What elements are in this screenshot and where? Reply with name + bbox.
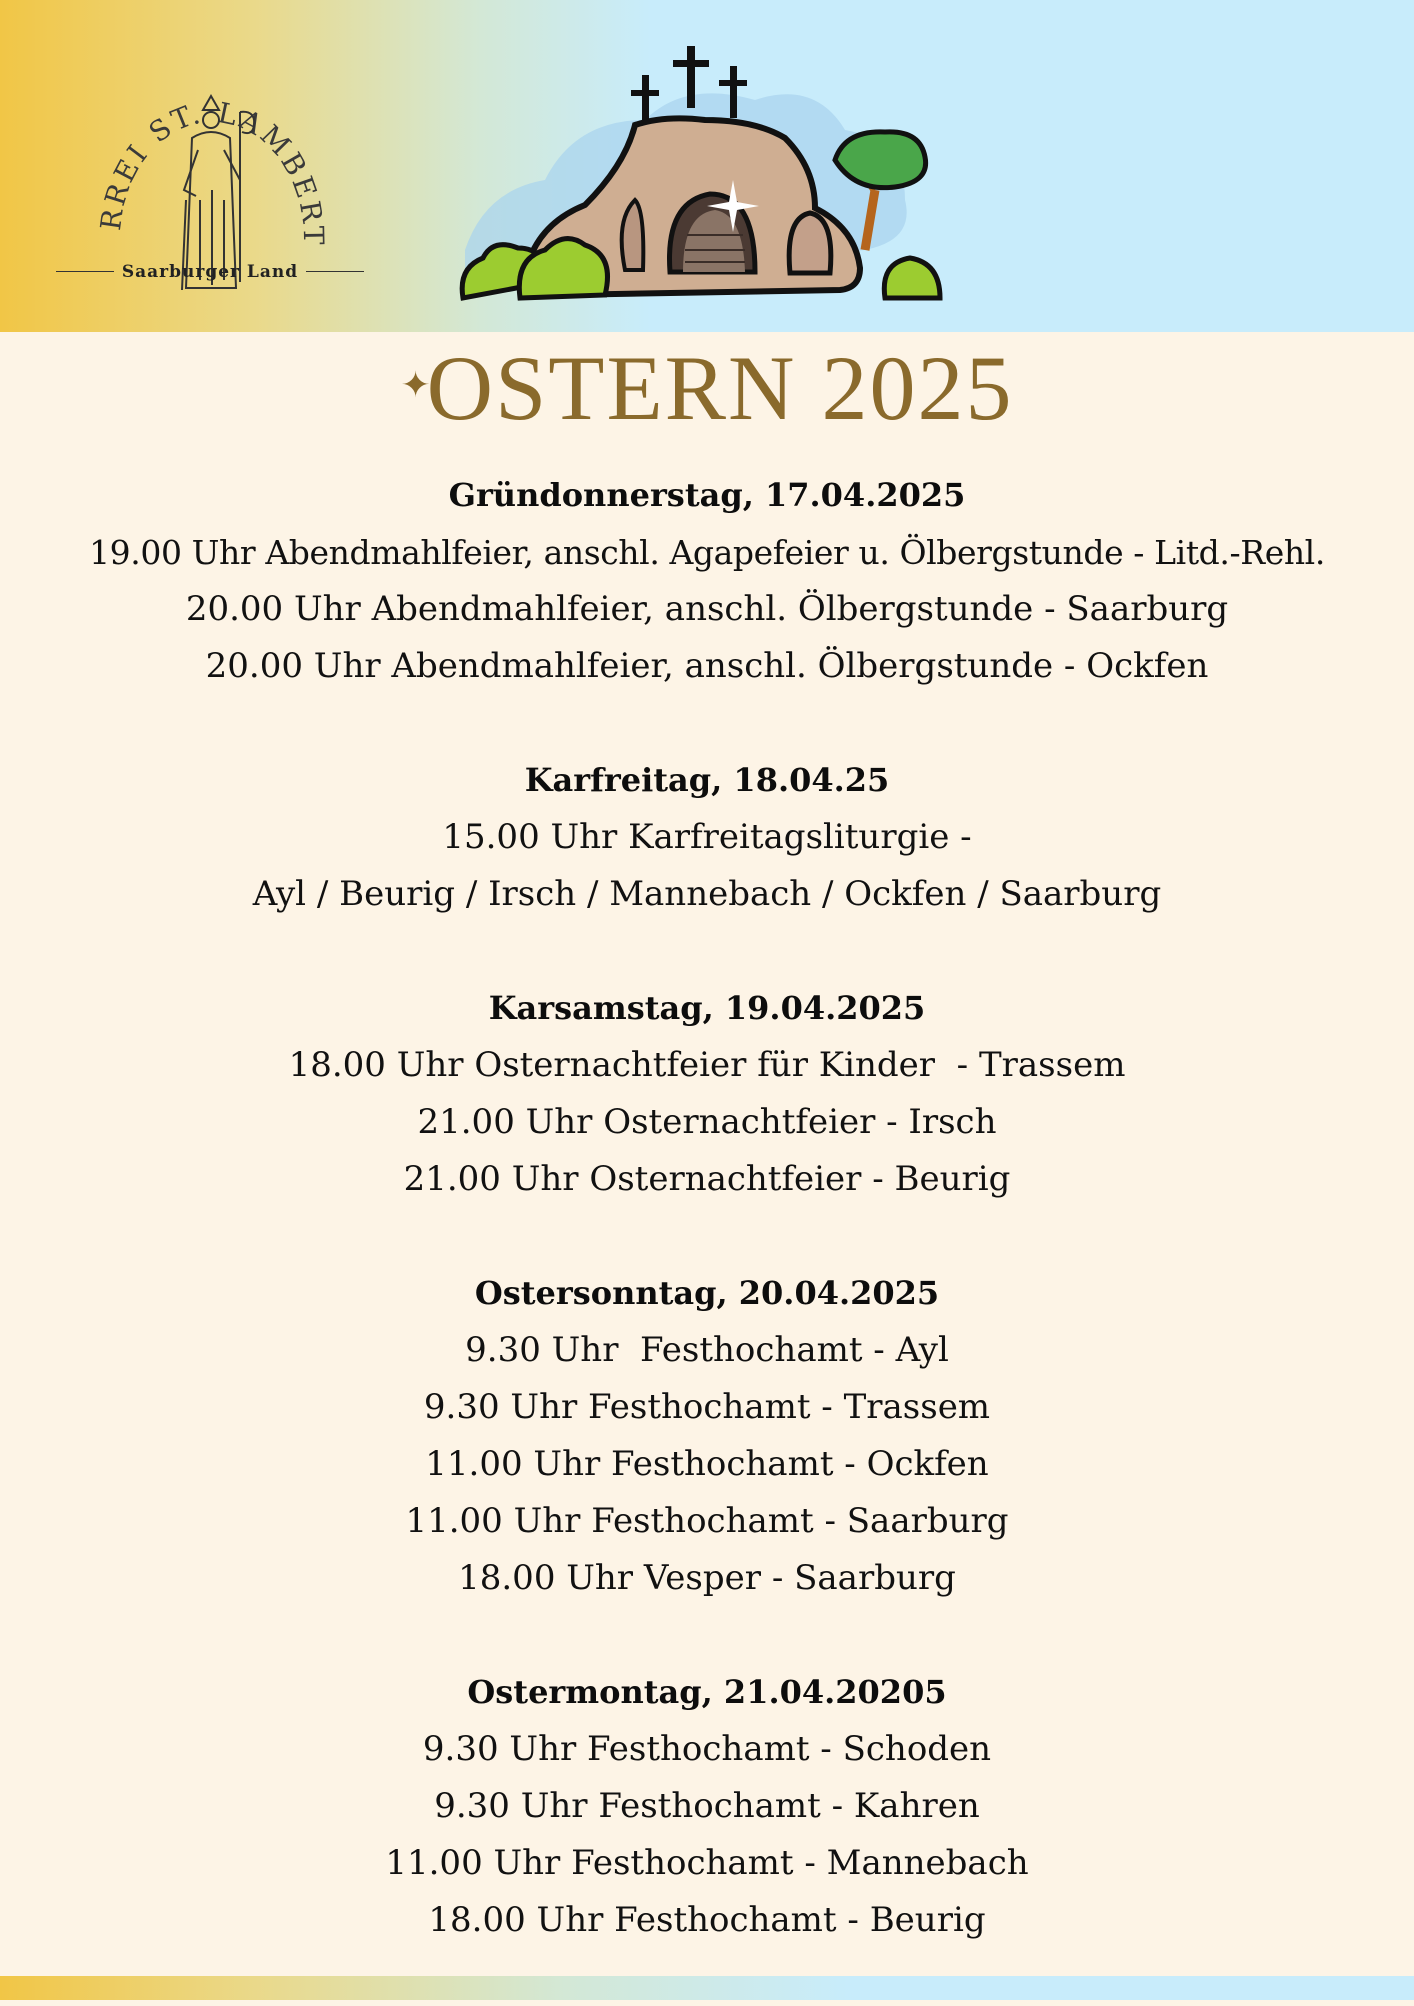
service-entry: 9.30 Uhr Festhochamt - Ayl	[465, 1330, 949, 1370]
service-entry: 15.00 Uhr Karfreitagsliturgie -	[442, 817, 972, 857]
title-text: OSTERN 2025	[426, 337, 1014, 439]
day-ostermontag	[0, 1664, 1414, 1949]
service-entry: 11.00 Uhr Festhochamt - Saarburg	[405, 1501, 1009, 1541]
service-entry: 9.30 Uhr Festhochamt - Schoden	[422, 1729, 992, 1769]
day-title: Ostersonntag, 20.04.2025	[474, 1274, 940, 1312]
day-ostersonntag	[0, 1265, 1414, 1607]
service-schedule	[0, 467, 1414, 2006]
service-entry: 19.00 Uhr Abendmahlfeier, anschl. Agapefeier u. Ölbergstunde - Litd.-Rehl.	[89, 533, 1325, 572]
region-name: Saarburger Land	[121, 261, 299, 282]
service-entry: 9.30 Uhr Festhochamt - Kahren	[434, 1786, 980, 1826]
day-title: Ostermontag, 21.04.20205	[467, 1673, 947, 1711]
page-title	[0, 335, 1414, 441]
day-title: Karsamstag, 19.04.2025	[488, 989, 926, 1027]
service-entry: 18.00 Uhr Vesper - Saarburg	[458, 1558, 956, 1598]
parish-name: RREI ST. LAMBERT	[94, 95, 331, 248]
service-entry: 20.00 Uhr Abendmahlfeier, anschl. Ölbergstunde - Ockfen	[205, 646, 1209, 686]
header-banner	[0, 0, 1414, 332]
divider-right	[306, 271, 364, 272]
footer-band	[0, 1976, 1414, 2000]
parish-logo	[40, 40, 380, 300]
day-gruendonnerstag	[0, 467, 1414, 695]
service-entry: Ayl / Beurig / Irsch / Mannebach / Ockfen / Saarburg	[252, 874, 1162, 914]
day-karsamstag	[0, 980, 1414, 1208]
service-entry: 11.00 Uhr Festhochamt - Mannebach	[385, 1843, 1029, 1883]
day-title: Gründonnerstag, 17.04.2025	[448, 476, 966, 514]
day-karfreitag	[0, 752, 1414, 923]
service-entry: 18.00 Uhr Festhochamt - Beurig	[428, 1900, 986, 1940]
empty-tomb-illustration	[455, 40, 945, 315]
day-title: Karfreitag, 18.04.25	[524, 761, 890, 799]
sparkle-icon: ✦	[400, 365, 433, 405]
service-entry: 21.00 Uhr Osternachtfeier - Irsch	[417, 1102, 997, 1142]
service-entry: 20.00 Uhr Abendmahlfeier, anschl. Ölbergstunde - Saarburg	[185, 589, 1229, 629]
divider-left	[56, 271, 114, 272]
service-entry: 18.00 Uhr Osternachtfeier für Kinder - Trassem	[288, 1045, 1126, 1085]
service-entry: 9.30 Uhr Festhochamt - Trassem	[423, 1387, 991, 1427]
service-entry: 21.00 Uhr Osternachtfeier - Beurig	[403, 1159, 1011, 1199]
service-entry: 11.00 Uhr Festhochamt - Ockfen	[425, 1444, 989, 1484]
